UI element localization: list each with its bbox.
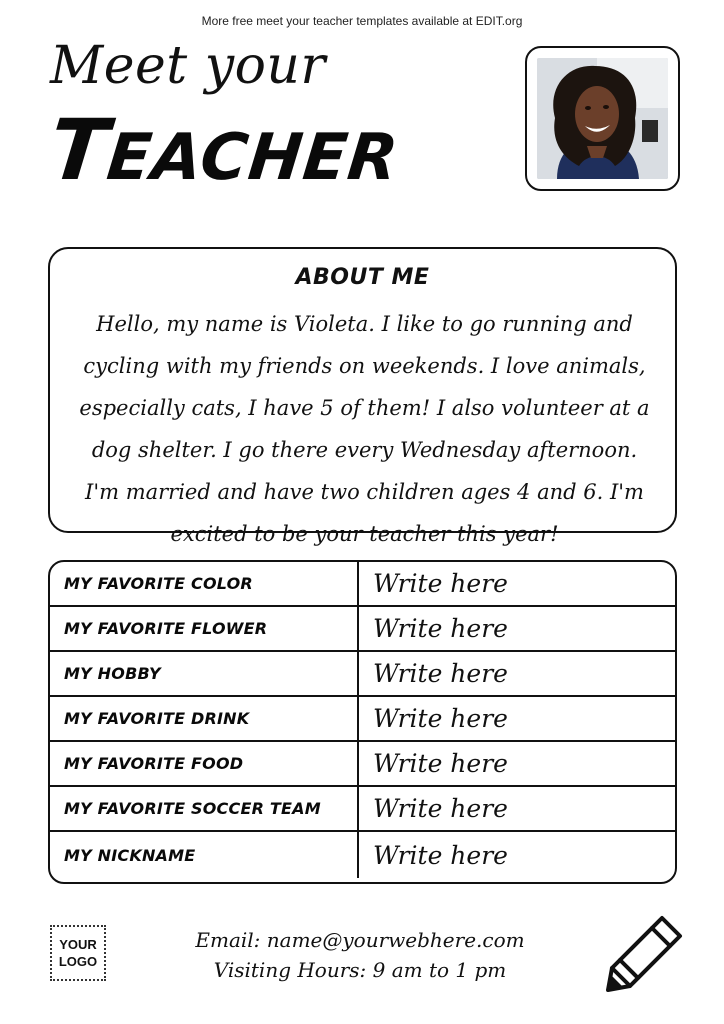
logo-line-1: YOUR	[59, 937, 97, 952]
favorite-value-field[interactable]: Write here	[373, 749, 508, 778]
title-teacher	[44, 101, 404, 199]
teacher-photo-illustration	[537, 58, 668, 179]
favorite-value-field[interactable]: Write here	[373, 614, 508, 643]
table-row	[50, 607, 675, 652]
about-me-box	[48, 247, 677, 546]
photo-frame	[525, 46, 680, 191]
logo-line-2: LOGO	[58, 954, 98, 969]
title-teacher-rest: EACHER	[103, 121, 403, 195]
favorite-label: MY FAVORITE FOOD	[50, 742, 359, 785]
table-row	[50, 562, 675, 607]
favorite-value-field[interactable]: Write here	[373, 840, 508, 870]
title-meet-your: Meet your	[50, 36, 326, 96]
table-row	[50, 697, 675, 742]
contact-hours: Visiting Hours: 9 am to 1 pm	[213, 958, 507, 982]
about-me-heading: ABOUT ME	[295, 265, 430, 290]
favorite-value-field[interactable]: Write here	[373, 659, 508, 688]
contact-email: Email: name@yourwebhere.com	[195, 928, 525, 952]
table-row	[50, 787, 675, 832]
favorite-label: MY FAVORITE COLOR	[50, 562, 359, 605]
favorite-value-field[interactable]: Write here	[373, 704, 508, 733]
logo-placeholder	[50, 925, 106, 981]
favorite-label: MY FAVORITE DRINK	[50, 697, 359, 740]
favorite-label: MY FAVORITE SOCCER TEAM	[50, 787, 359, 830]
teacher-photo	[537, 58, 668, 179]
table-row	[50, 742, 675, 787]
top-note: More free meet your teacher templates available at EDIT.org	[201, 14, 523, 28]
pencil-icon	[600, 912, 686, 994]
contact-info	[190, 925, 530, 985]
table-row	[50, 652, 675, 697]
about-me-text: Hello, my name is Violeta. I like to go running and cycling with my friends on weekends. I love animals, especially cats, I have 5 of them! I also volunteer at a dog shelter. I go there every Wednesday afternoon. I'm married and have two children ages 4 and 6. I'm excited to be your teacher this year!	[79, 312, 650, 546]
favorite-value-field[interactable]: Write here	[373, 794, 508, 823]
favorite-value-field[interactable]: Write here	[373, 569, 508, 598]
table-row	[50, 832, 675, 878]
favorite-label: MY HOBBY	[50, 652, 359, 695]
title-teacher-initial: T	[44, 101, 114, 199]
favorite-label: MY FAVORITE FLOWER	[50, 607, 359, 650]
favorite-label: MY NICKNAME	[50, 832, 359, 878]
favorites-table	[48, 560, 677, 884]
